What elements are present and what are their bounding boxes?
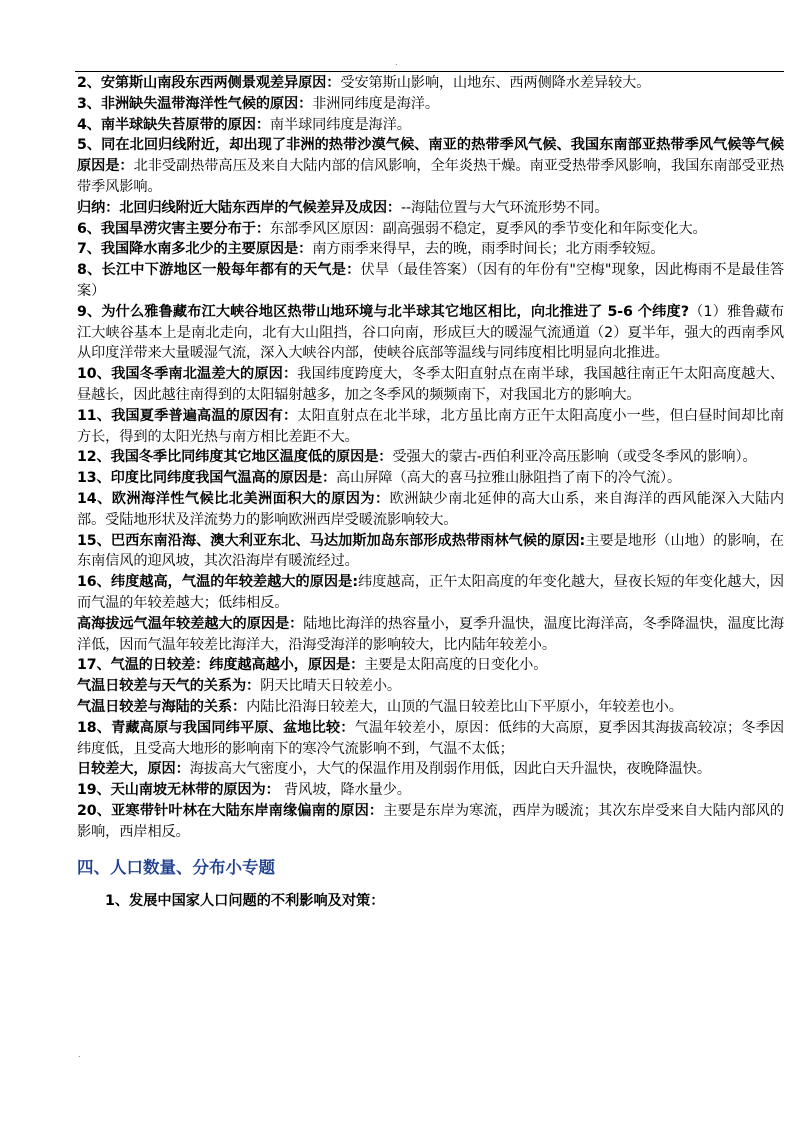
item-13: 13、印度比同纬度我国气温高的原因是：高山屏障（高大的喜马拉雅山脉阻挡了南下的冷气流）。 — [77, 470, 682, 487]
item-11: 11、我国夏季普遍高温的原因有：太阳直射点在北半球，北方虽比南方正午太阳高度小一些，但白昼时间却比南方长，得到的太阳光热与南方相比差距不大。 — [77, 407, 784, 445]
item-5: 5、同在北回归线附近，却出现了非洲的热带沙漠气候、南亚的热带季风气候、我国东南部亚热带季风气候等气候原因是：北非受副热带高压及来自大陆内部的信风影响，全年炎热干燥。南亚受热带季风影响，我国东南部受亚热带季风影响。 — [77, 137, 785, 195]
item-18-daily: 日较差大，原因：海拔高大气密度小，大气的保温作用及削弱作用低，因此白天升温快，夜晚降温快。 — [77, 761, 711, 778]
header-dot: . — [395, 58, 398, 67]
item-12: 12、我国冬季比同纬度其它地区温度低的原因是：受强大的蒙古-西伯利亚冷高压影响（或受冬季风的影响）。 — [77, 449, 757, 466]
document-body — [77, 73, 784, 912]
item-10: 10、我国冬季南北温差大的原因：我国纬度跨度大，冬季太阳直射点在南半球，我国越往南正午太阳高度越大、昼越长，因此越往南得到的太阳辐射越多，加之冬季风的频频南下，对我国北方的影响大。 — [77, 366, 784, 403]
item-daily-weather: 气温日较差与天气的关系为：阴天比晴天日较差小。 — [77, 678, 402, 695]
item-2: 2、安第斯山南段东西两侧景观差异原因：受安第斯山影响，山地东、西两侧降水差异较大。 — [77, 75, 651, 91]
item-18: 18、青藏高原与我国同纬平原、盆地比较：气温年较差小，原因：低纬的大高原，夏季因其海拔高较凉；冬季因纬度低，且受高大地形的影响南下的寒冷气流影响不到，气温不太低； — [77, 719, 784, 757]
summary-tropic: 归纳：北回归线附近大陆东西岸的气候差异及成因：--海陆位置与大气环流形势不同。 — [77, 199, 609, 216]
item-15: 15、巴西东南沿海、澳大利亚东北、马达加斯加岛东部形成热带雨林气候的原因:主要是地形（山地）的影响，在东南信风的迎风坡，其次沿海岸有暖流经过。 — [77, 532, 784, 570]
section-heading: 四、人口数量、分布小专题 — [77, 858, 275, 878]
subsection-item-1: 1、发展中国家人口问题的不利影响及对策： — [105, 893, 385, 910]
item-6: 6、我国旱涝灾害主要分布于：东部季风区原因：副高强弱不稳定，夏季风的季节变化和年际变化大。 — [77, 220, 707, 237]
item-high-altitude: 高海拔远气温年较差越大的原因是：陆地比海洋的热容量小，夏季升温快，温度比海洋高，冬季降温快，温度比海洋低，因而气温年较差比海洋大，沿海受海洋的影响较大，比内陆年较差小。 — [77, 615, 785, 653]
item-16: 16、纬度越高，气温的年较差越大的原因是:纬度越高，正午太阳高度的年变化越大，昼夜长短的年变化越大，因而气温的年较差越大；低纬相反。 — [77, 574, 784, 611]
item-3: 3、非洲缺失温带海洋性气候的原因：非洲同纬度是海洋。 — [77, 95, 439, 112]
item-daily-land-sea: 气温日较差与海陆的关系：内陆比沿海日较差大，山顶的气温日较差比山下平原小，年较差也小。 — [77, 698, 683, 715]
footer-dot: . — [78, 1050, 81, 1059]
item-19: 19、天山南坡无林带的原因为： 背风坡，降水量少。 — [77, 782, 411, 799]
item-7: 7、我国降水南多北少的主要原因是：南方雨季来得早，去的晚，雨季时间长；北方雨季较短。 — [77, 241, 665, 258]
item-8: 8、长江中下游地区一般每年都有的天气是：伏旱（最佳答案）（因有的年份有"空梅"现象，因此梅雨不是最佳答案） — [77, 262, 784, 299]
header-rule — [75, 71, 784, 72]
item-4: 4、南半球缺失苔原带的原因：南半球同纬度是海洋。 — [77, 116, 411, 133]
item-14: 14、欧洲海洋性气候比北美洲面积大的原因为：欧洲缺少南北延伸的高大山系，来自海洋的西风能深入大陆内部。受陆地形状及洋流势力的影响欧洲西岸受暖流影响较大。 — [77, 490, 785, 528]
item-9: 9、为什么雅鲁藏布江大峡谷地区热带山地环境与北半球其它地区相比，向北推进了 5-6 个纬度?（1）雅鲁藏布江大峡谷基本上是南北走向，北有大山阻挡，谷口向南，形成巨大的暖湿气流通道（2）夏半年，强大的西南季风从印度洋带来大量暖湿气流，深入大峡谷内部，使峡谷底部等温线与同纬度相比明显向北推进。 — [77, 303, 785, 362]
item-17: 17、气温的日较差：纬度越高越小，原因是：主要是太阳高度的日变化小。 — [77, 657, 548, 674]
item-20: 20、亚寒带针叶林在大陆东岸南缘偏南的原因：主要是东岸为寒流，西岸为暖流；其次东岸受来自大陆内部风的影响，西岸相反。 — [77, 802, 784, 840]
